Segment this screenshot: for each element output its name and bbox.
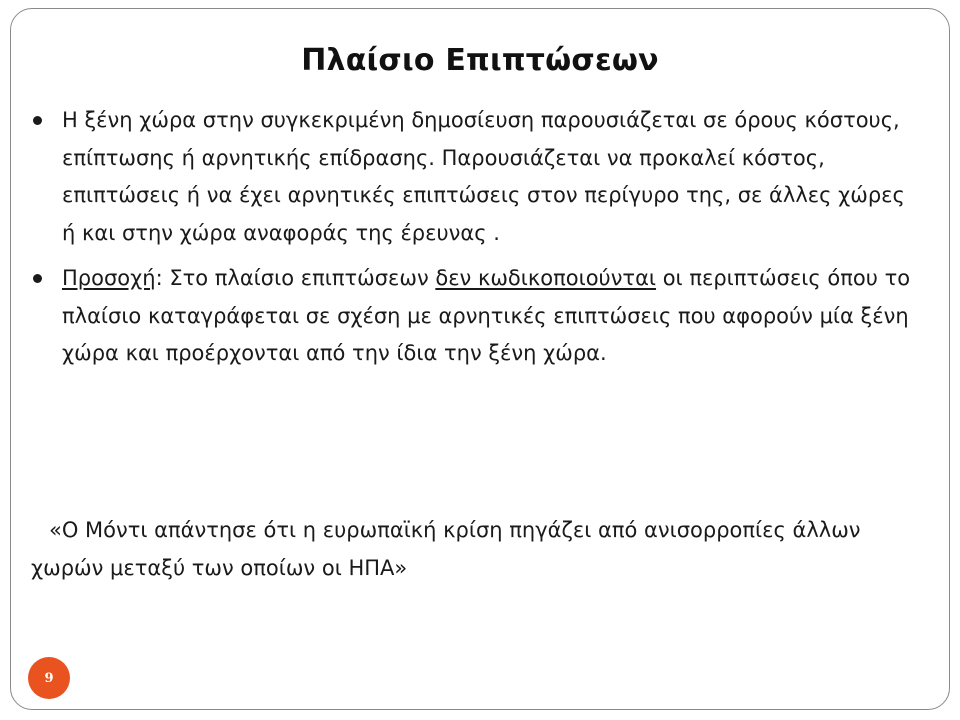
bullet-item-impact-definition: [31, 102, 911, 252]
bullet-text: Η ξένη χώρα στην συγκεκριμένη δημοσίευση παρουσιάζεται σε όρους κόστους, επίπτωσης ή αρνητικής επίδρασης. Παρουσιάζεται να προκαλεί κόστος, επιπτώσεις ή να έχει αρνητικές επιπτώσεις στον περίγυρο της, σε άλλες χώρες ή και στην χώρα αναφοράς της έρευνας .: [62, 108, 905, 245]
page-number: 9: [44, 670, 54, 686]
slide-frame: [10, 8, 950, 710]
bullet-list: [31, 102, 911, 381]
page-number-badge: [28, 657, 70, 699]
attention-emphasis: δεν κωδικοποιούνται: [435, 266, 657, 290]
attention-separator: : Στο πλαίσιο επιπτώσεων: [155, 266, 436, 290]
attention-rest: οι περιπτώσεις όπου το πλαίσιο καταγράφεται σε σχέση με αρνητικές επιπτώσεις που αφορούν μία ξένη χώρα και προέρχονται από την ίδια την ξένη χώρα.: [62, 266, 911, 365]
bullet-dot-icon: [33, 116, 42, 125]
bullet-dot-icon: [33, 274, 42, 283]
example-quote: «Ο Μόντι απάντησε ότι η ευρωπαϊκή κρίση πηγάζει από ανισορροπίες άλλων χωρών μεταξύ των οποίων οι ΗΠΑ»: [31, 518, 861, 580]
attention-label: Προσοχή: [62, 266, 156, 290]
bullet-item-attention-note: [31, 260, 911, 373]
slide-title: Πλαίσιο Επιπτώσεων: [301, 43, 659, 78]
